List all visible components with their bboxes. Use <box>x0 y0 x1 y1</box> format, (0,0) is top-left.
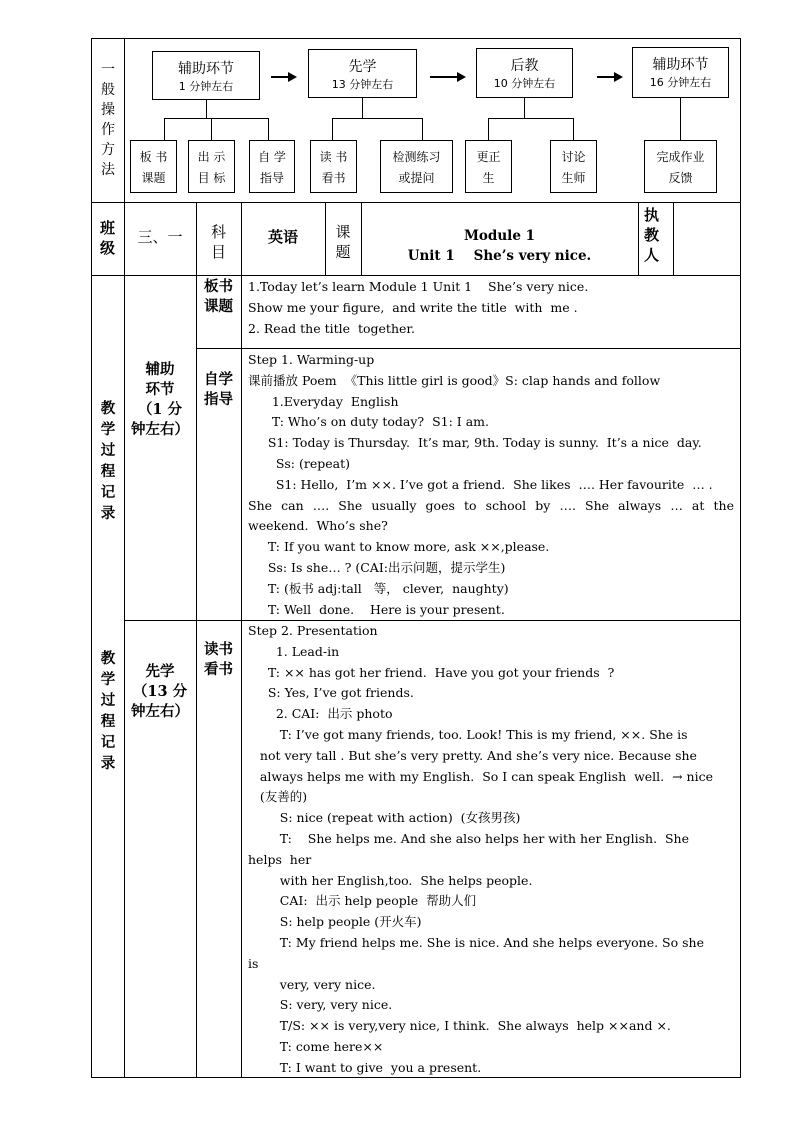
content-line: T: My friend helps me. She is nice. And she helps everyone. So she <box>248 934 704 950</box>
connector <box>680 98 681 140</box>
flow-sub-text: 指导 <box>259 171 284 185</box>
flow-sub-text: 课题 <box>141 171 166 185</box>
lesson-label <box>325 222 361 262</box>
connector <box>206 100 207 118</box>
flow-sub-box <box>249 140 295 193</box>
content-line: is <box>248 955 259 971</box>
teacher-label-char: 执 <box>644 206 660 224</box>
sub-label-line: 板书 <box>204 278 233 295</box>
content-line: T: She helps me. And she also helps her with her English. She <box>248 830 689 846</box>
flow-sub-text: 或提问 <box>398 171 435 185</box>
content-line: T: ×× has got her friend. Have you got your friends ? <box>248 664 615 680</box>
lesson-title <box>361 226 638 266</box>
section-label-char: 学 <box>100 671 116 688</box>
section-label-char: 过 <box>100 692 116 709</box>
class-label-char: 班 <box>99 219 115 237</box>
flow-sub-text: 板 书 <box>139 150 168 164</box>
flow-sub-text: 生师 <box>561 171 586 185</box>
content-line: 课前播放 Poem 《This little girl is good》S: clap hands and follow <box>248 372 661 388</box>
section-label-char: 记 <box>100 484 116 501</box>
teacher-label <box>638 205 679 265</box>
subject-label-char: 目 <box>210 243 226 261</box>
content-line: Ss: (repeat) <box>248 455 350 471</box>
content-line: T: Who’s on duty today? S1: I am. <box>248 414 489 430</box>
connector <box>164 118 268 119</box>
flow-sub-text: 检测练习 <box>392 150 441 164</box>
method-label-char: 法 <box>101 162 115 178</box>
content-line: Step 1. Warming-up <box>248 352 375 367</box>
self-study-content <box>248 350 734 620</box>
section-label-char: 程 <box>100 713 116 730</box>
flow-sub-text: 更正 <box>476 150 501 164</box>
flow-sub-box <box>465 140 512 193</box>
section-label-1 <box>95 398 121 524</box>
content-line: S: help people (开火车) <box>248 914 422 930</box>
row-divider-header-top <box>91 202 741 203</box>
content-line: T: (板书 adj:tall 等， clever, naughty) <box>248 580 509 596</box>
flow-sub-box <box>380 140 453 193</box>
content-line: with her English,too. She helps people. <box>248 872 533 888</box>
sub-label-self-study <box>196 370 241 410</box>
content-line: 2. CAI: 出示 photo <box>248 706 393 722</box>
subject-label-char: 科 <box>210 223 226 241</box>
flow-stage-4 <box>632 47 729 98</box>
reading-content <box>248 621 734 1079</box>
connector <box>524 98 525 118</box>
content-line: not very tall . But she’s very pretty. And she’s very nice. Because she <box>248 747 697 763</box>
flow-sub-box <box>310 140 357 193</box>
stage-label-line: 辅助 <box>145 361 175 378</box>
content-line: T: I’ve got many friends, too. Look! This is my friend, ××. She is <box>248 726 688 742</box>
method-label-char: 作 <box>101 122 115 138</box>
connector <box>488 118 489 140</box>
class-label <box>91 218 124 258</box>
method-label-char: 般 <box>101 82 115 98</box>
flow-sub-text: 讨论 <box>561 150 586 164</box>
lesson-label-char: 课 <box>335 223 351 241</box>
flow-sub-text: 出 示 <box>197 150 226 164</box>
content-line: T: If you want to know more, ask ××,please. <box>248 539 550 555</box>
flow-stage-3 <box>476 48 573 98</box>
flow-stage-title: 辅助环节 <box>652 57 709 73</box>
lesson-label-char: 题 <box>335 243 351 261</box>
sub-label-reading <box>196 640 241 680</box>
flow-stage-time: 1 分钟左右 <box>178 80 234 93</box>
content-line: S: nice (repeat with action) (女孩男孩) <box>248 810 521 826</box>
stage-label-prelearn <box>124 662 196 722</box>
content-line: She can …. She usually goes to school by …. She always … at the <box>248 497 734 513</box>
stage-label-auxiliary <box>124 360 196 440</box>
section-label-char: 教 <box>100 650 116 667</box>
content-line: T: I want to give you a present. <box>248 1059 482 1075</box>
flow-stage-time: 13 分钟左右 <box>331 78 394 91</box>
section-label-char: 录 <box>100 505 116 522</box>
connector <box>332 118 333 140</box>
flow-stage-title: 辅助环节 <box>178 61 234 77</box>
stage-label-line: 环节 <box>145 381 175 398</box>
content-line: Ss: Is she… ? (CAI:出示问题，提示学生) <box>248 559 506 575</box>
content-line: T: Well done. Here is your present. <box>248 601 505 617</box>
section-label-2 <box>95 648 121 774</box>
content-line: S: Yes, I’ve got friends. <box>248 685 414 701</box>
arrow-icon <box>597 76 621 78</box>
section-label-char: 录 <box>100 755 116 772</box>
section-label-char: 学 <box>100 421 116 438</box>
stage-label-line: 先学 <box>145 663 175 680</box>
connector <box>332 118 422 119</box>
col-divider-left <box>124 38 125 1078</box>
method-label-char: 方 <box>101 142 115 158</box>
flow-sub-text: 反馈 <box>668 171 693 185</box>
content-line: 1.Everyday English <box>248 393 399 409</box>
content-line: helps her <box>248 851 312 867</box>
flow-sub-box <box>550 140 597 193</box>
connector <box>164 118 165 140</box>
row-divider-header-bottom <box>91 275 741 276</box>
stage-label-line: （13 分 <box>132 683 188 700</box>
arrow-icon <box>430 76 464 78</box>
teacher-label-char: 教 <box>644 226 660 244</box>
section-label-char: 程 <box>100 463 116 480</box>
content-line: S: very, very nice. <box>248 997 393 1013</box>
section-label-char: 记 <box>100 734 116 751</box>
flow-stage-title: 后教 <box>510 58 539 74</box>
flow-sub-text: 自 学 <box>258 150 286 164</box>
flow-stage-title: 先学 <box>348 59 377 75</box>
flow-stage-2 <box>308 49 417 98</box>
sub-label-line: 自学 <box>204 371 233 388</box>
col-divider-3 <box>241 202 242 1078</box>
stage-label-line: （1 分 <box>137 401 183 418</box>
content-line: 1.Today let’s learn Module 1 Unit 1 She’s very nice. <box>248 279 589 294</box>
board-content <box>248 277 734 339</box>
connector <box>488 118 573 119</box>
method-label-char: 操 <box>101 102 115 118</box>
flow-sub-text: 读 书 <box>319 150 348 164</box>
content-line: very, very nice. <box>248 976 376 992</box>
method-label <box>97 60 119 180</box>
connector <box>573 118 574 140</box>
subject-label <box>196 222 241 262</box>
flow-sub-text: 生 <box>482 171 495 185</box>
flow-sub-box <box>644 140 717 193</box>
method-label-char: 一 <box>101 62 115 78</box>
flow-sub-text: 完成作业 <box>656 150 705 164</box>
lesson-title-line1: Module 1 <box>463 228 535 244</box>
content-line: always helps me with my English. So I can speak English well. → nice <box>248 768 713 784</box>
subject-value: 英语 <box>267 228 298 246</box>
class-value: 三、一 <box>137 228 183 246</box>
flow-stage-1 <box>152 51 260 100</box>
content-line: (友善的) <box>248 789 308 805</box>
content-line: T: come here×× <box>248 1038 384 1054</box>
stage-label-line: 钟左右） <box>131 703 189 720</box>
content-line: Step 2. Presentation <box>248 623 378 638</box>
content-line: 2. Read the title together. <box>248 320 415 336</box>
connector <box>268 118 269 140</box>
arrow-icon <box>271 76 295 78</box>
section-label-char: 过 <box>100 442 116 459</box>
sub-label-line: 看书 <box>204 661 233 678</box>
sub-label-line: 课题 <box>204 298 233 315</box>
sub-label-board <box>196 277 241 317</box>
stage-label-line: 钟左右） <box>131 421 189 438</box>
lesson-title-line2: Unit 1 She’s very nice. <box>407 248 592 264</box>
content-line: 1. Lead-in <box>248 643 340 659</box>
connector <box>211 118 212 140</box>
content-line: S1: Today is Thursday. It’s mar, 9th. Today is sunny. It’s a nice day. <box>248 435 702 451</box>
flow-sub-text: 目 标 <box>197 171 226 185</box>
content-line: T/S: ×× is very,very nice, I think. She always help ××and ×. <box>248 1018 671 1034</box>
section-label-char: 教 <box>100 400 116 417</box>
class-label-char: 级 <box>99 239 115 257</box>
content-line: S1: Hello, I’m ××. I’ve got a friend. She likes …. Her favourite … . <box>248 476 713 492</box>
flow-stage-time: 16 分钟左右 <box>649 76 712 89</box>
connector <box>362 98 363 118</box>
flow-sub-text: 看书 <box>321 171 346 185</box>
teacher-label-char: 人 <box>644 246 660 264</box>
flow-sub-box <box>130 140 177 193</box>
sub-label-line: 指导 <box>204 391 233 408</box>
content-line: CAI: 出示 help people 帮助人们 <box>248 893 477 909</box>
flow-sub-box <box>188 140 235 193</box>
content-line: weekend. Who’s she? <box>248 518 388 534</box>
row-divider-board <box>196 348 741 349</box>
flow-stage-time: 10 分钟左右 <box>493 77 556 90</box>
content-line: Show me your figure, and write the title with me . <box>248 299 578 315</box>
connector <box>422 118 423 140</box>
sub-label-line: 读书 <box>204 641 233 658</box>
